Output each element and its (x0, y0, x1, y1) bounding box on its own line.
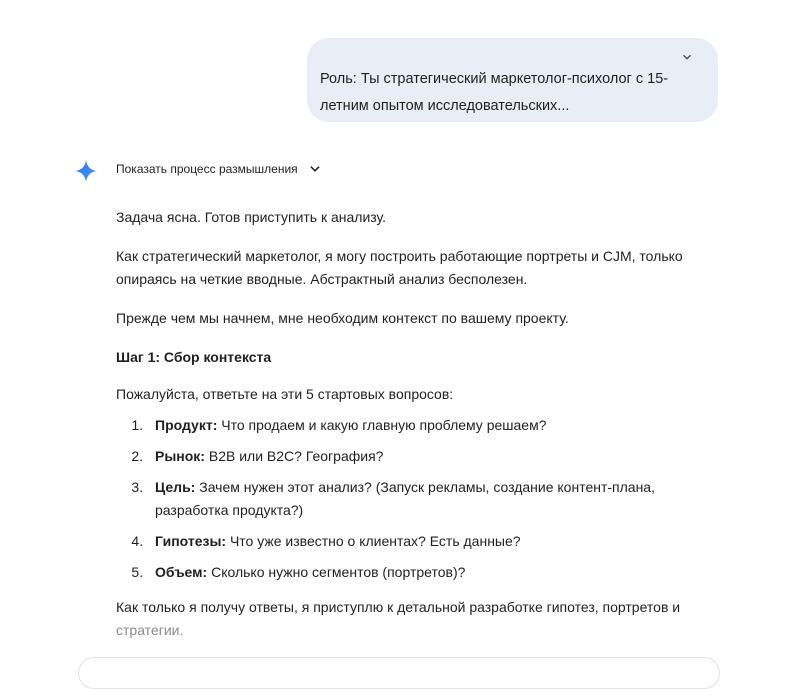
user-message-text: Роль: Ты стратегический маркетолог-психолог с 15-летним опытом исследовательских... (320, 71, 669, 114)
list-item: 2. Рынок: B2B или B2C? География? (147, 445, 716, 468)
gemini-star-icon (74, 159, 98, 183)
section-heading: Шаг 1: Сбор контекста (116, 349, 272, 365)
paragraph: Прежде чем мы начнем, мне необходим контекст по вашему проекту. (116, 310, 569, 326)
assistant-response (116, 206, 716, 658)
chevron-down-icon[interactable] (680, 50, 694, 64)
prompt-input-box[interactable] (78, 657, 720, 689)
show-thinking-button[interactable] (116, 162, 322, 176)
show-thinking-label: Показать процесс размышления (116, 162, 298, 176)
user-message-bubble (307, 38, 718, 122)
paragraph: Как только я получу ответы, я приступлю к детальной разработке гипотез, портретов и стратегии. (116, 599, 681, 638)
list-item: 4. Гипотезы: Что уже известно о клиентах? Есть данные? (147, 530, 716, 553)
list-item: 3. Цель: Зачем нужен этот анализ? (Запуск рекламы, создание контент-плана, разработка продукта?) (147, 476, 716, 522)
questions-list (116, 414, 716, 584)
list-item: 1. Продукт: Что продаем и какую главную проблему решаем? (147, 414, 716, 437)
chevron-down-icon (308, 162, 322, 176)
list-item: 5. Объем: Сколько нужно сегментов (портретов)? (147, 561, 716, 584)
paragraph: Пожалуйста, ответьте на эти 5 стартовых вопросов: (116, 386, 454, 402)
paragraph: Как стратегический маркетолог, я могу построить работающие портреты и CJM, только опираясь на четкие вводные. Абстрактный анализ бесполезен. (116, 248, 683, 287)
paragraph: Задача ясна. Готов приступить к анализу. (116, 209, 387, 225)
